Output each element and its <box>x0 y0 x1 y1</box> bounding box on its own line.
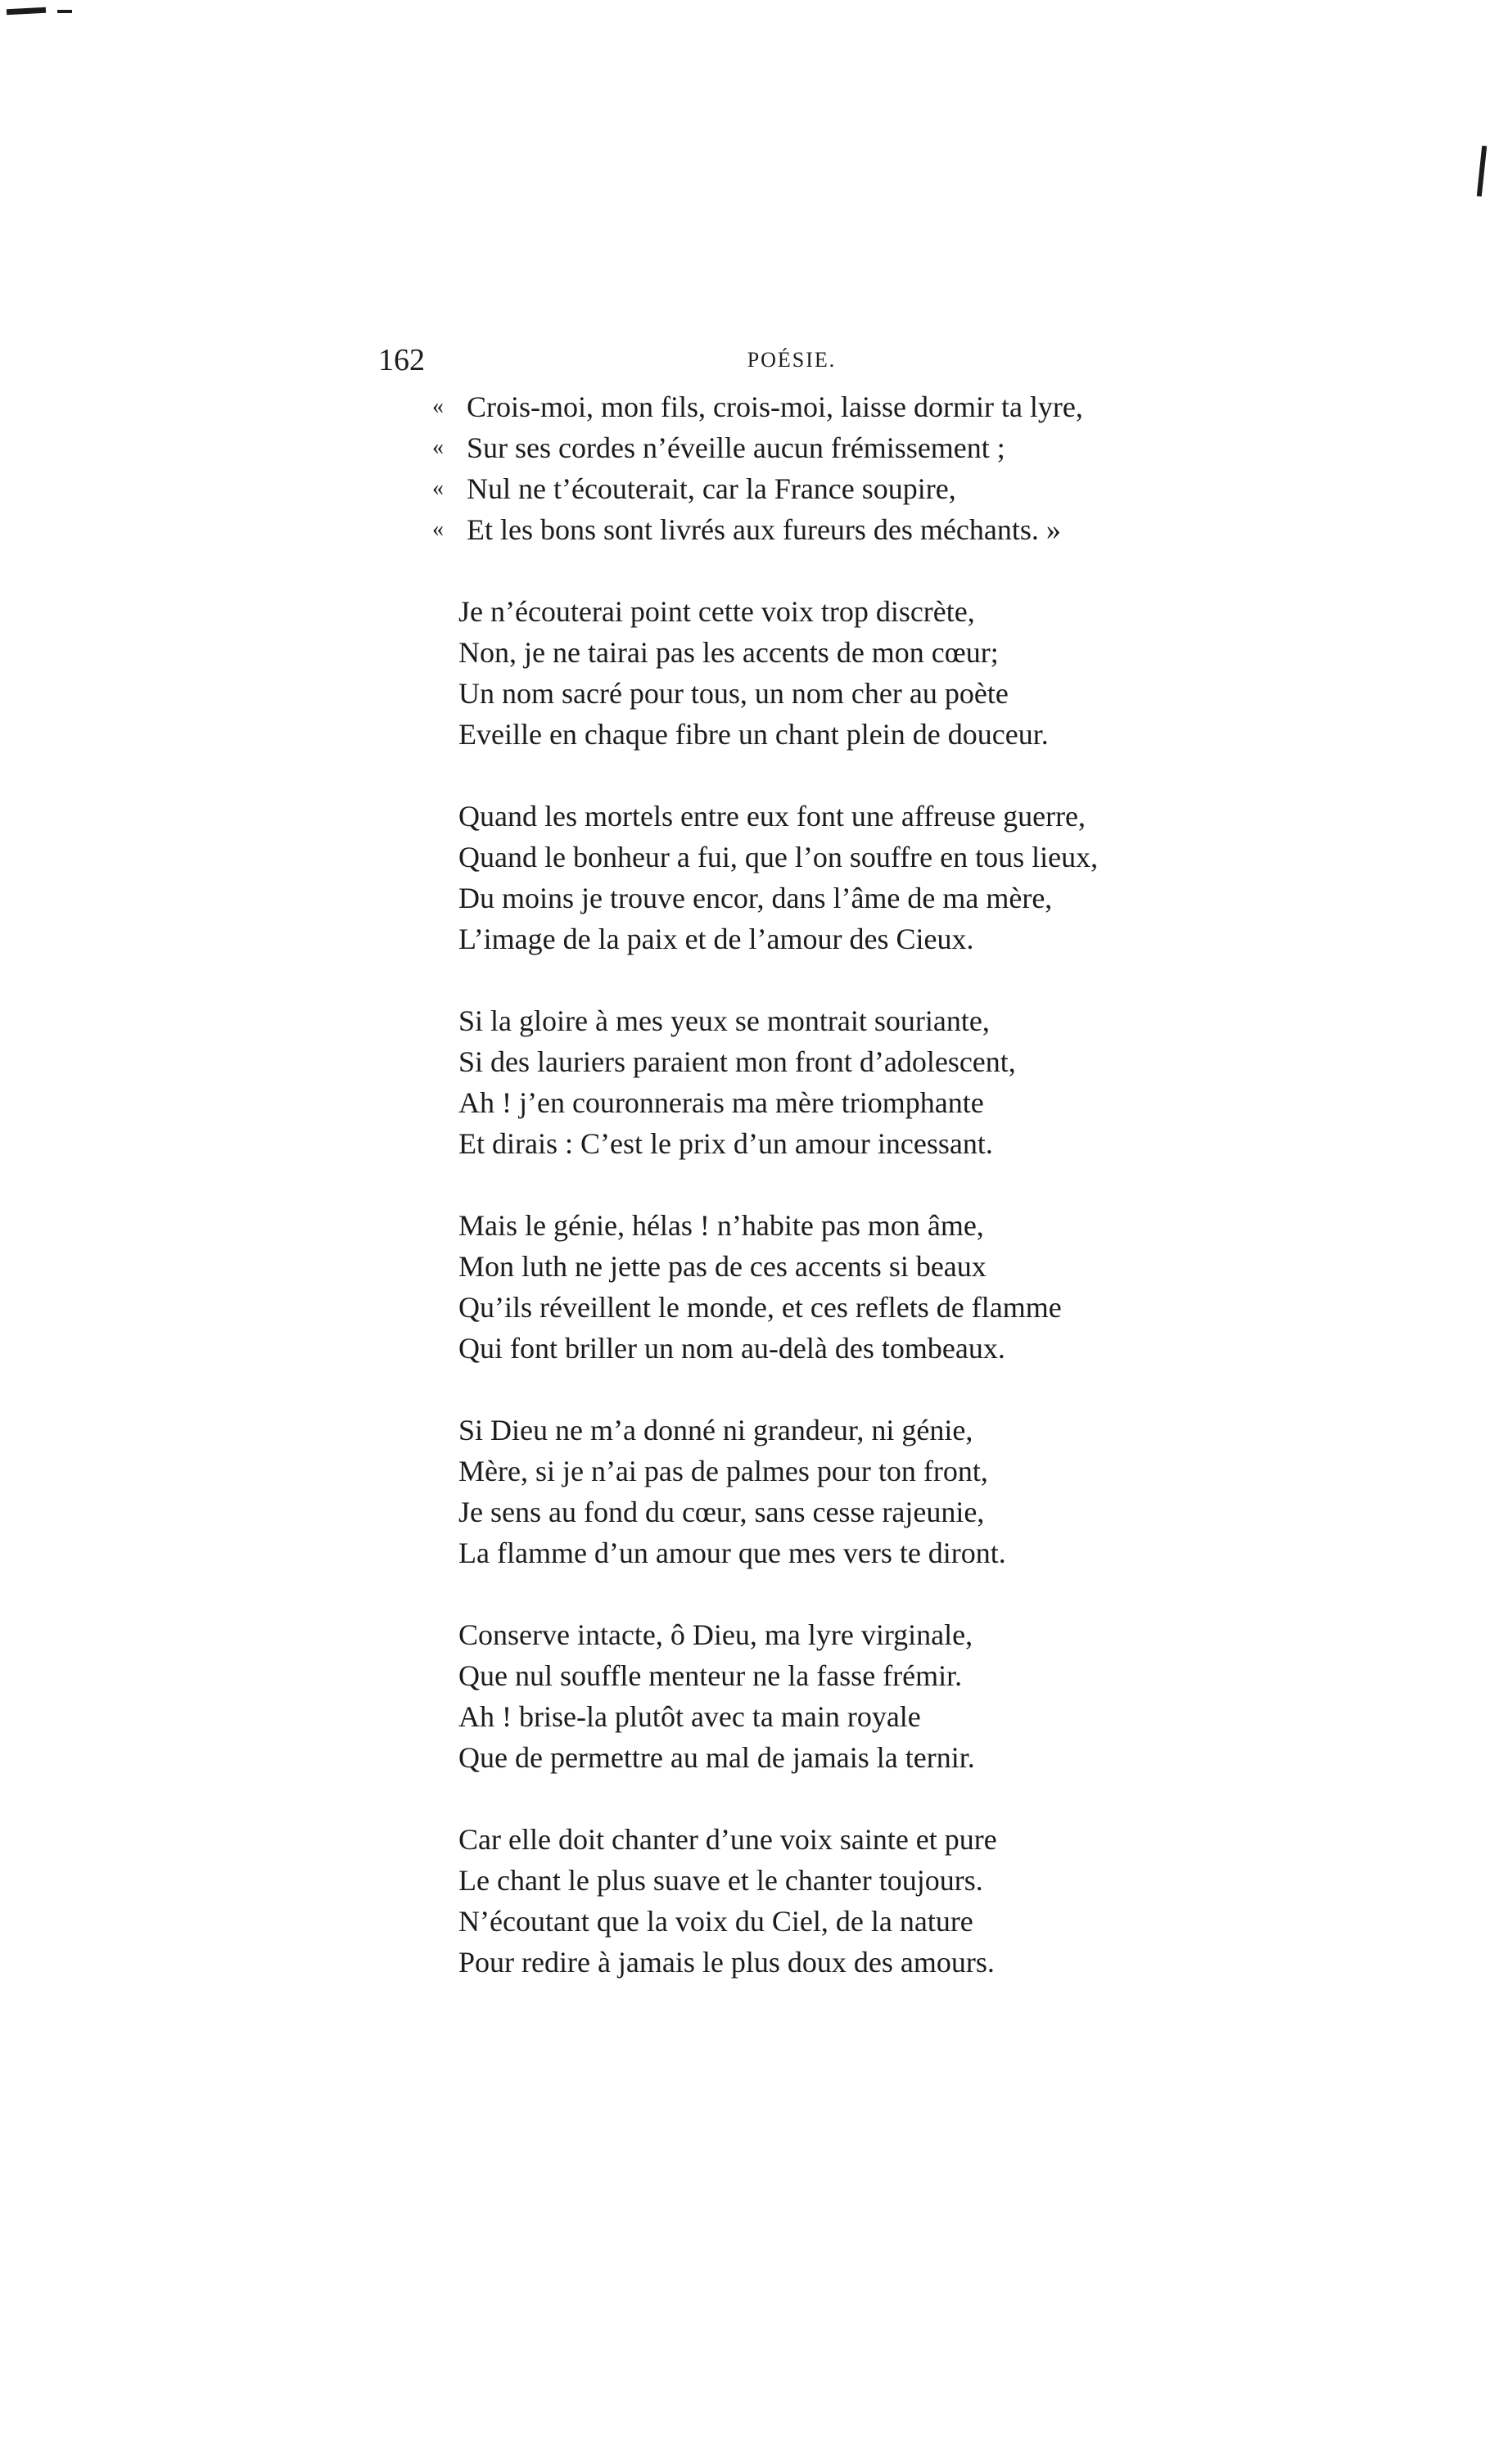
verse-line: Eveille en chaque fibre un chant plein de douceur. <box>458 718 1049 751</box>
verse-line: « Sur ses cordes n’éveille aucun frémissement ; <box>458 427 1261 468</box>
verse-line: Que de permettre au mal de jamais la ternir. <box>458 1741 975 1774</box>
verse-line: Mais le génie, hélas ! n’habite pas mon âme, <box>458 1209 984 1242</box>
verse-line: Je n’écouterai point cette voix trop discrète, <box>458 595 975 628</box>
verse-line: « Crois-moi, mon fils, crois-moi, laisse dormir ta lyre, <box>458 386 1261 427</box>
scan-artifact-mark <box>1477 146 1487 196</box>
page-number: 162 <box>378 343 425 377</box>
verse-line: Mère, si je n’ai pas de palmes pour ton front, <box>458 1455 988 1487</box>
verse-line: Quand les mortels entre eux font une affreuse guerre, <box>458 800 1086 833</box>
verse-line: Ah ! brise-la plutôt avec ta main royale <box>458 1700 921 1733</box>
page-header <box>378 336 1205 385</box>
scan-artifact-mark <box>7 7 46 16</box>
poem <box>432 386 1261 2024</box>
verse-line: Qu’ils réveillent le monde, et ces reflets de flamme <box>458 1291 1062 1324</box>
verse-line: Ah ! j’en couronnerais ma mère triomphante <box>458 1086 984 1119</box>
verse-line: Et dirais : C’est le prix d’un amour incessant. <box>458 1127 993 1160</box>
stanza-1 <box>432 386 1261 550</box>
verse-line: Si la gloire à mes yeux se montrait souriante, <box>458 1004 990 1037</box>
quote-mark: « <box>432 394 444 419</box>
stanza-3 <box>458 796 1261 959</box>
quote-mark: « <box>432 517 444 542</box>
verse-line: Je sens au fond du cœur, sans cesse rajeunie, <box>458 1496 985 1528</box>
quote-mark: « <box>432 476 444 501</box>
verse-line: Si des lauriers paraient mon front d’adolescent, <box>458 1045 1016 1078</box>
stanza-2 <box>458 591 1261 755</box>
verse-line: Qui font briller un nom au-delà des tombeaux. <box>458 1332 1005 1365</box>
stanza-7 <box>458 1614 1261 1778</box>
verse-line: N’écoutant que la voix du Ciel, de la nature <box>458 1905 973 1938</box>
running-head: POÉSIE. <box>747 348 837 372</box>
verse-line: Du moins je trouve encor, dans l’âme de ma mère, <box>458 882 1053 914</box>
verse-line: Car elle doit chanter d’une voix sainte et pure <box>458 1823 997 1856</box>
stanza-4 <box>458 1000 1261 1164</box>
verse-line: Quand le bonheur a fui, que l’on souffre en tous lieux, <box>458 841 1099 873</box>
verse-line: « Et les bons sont livrés aux fureurs des méchants. » <box>458 509 1261 550</box>
verse-line: Conserve intacte, ô Dieu, ma lyre virginale, <box>458 1618 973 1651</box>
verse-line: Un nom sacré pour tous, un nom cher au poète <box>458 677 1009 710</box>
stanza-8 <box>458 1819 1261 1983</box>
verse-line: L’image de la paix et de l’amour des Cieux. <box>458 923 974 955</box>
stanza-6 <box>458 1410 1261 1573</box>
verse-line: Si Dieu ne m’a donné ni grandeur, ni génie, <box>458 1414 973 1446</box>
verse-line: Non, je ne tairai pas les accents de mon cœur; <box>458 636 999 669</box>
verse-line: Pour redire à jamais le plus doux des amours. <box>458 1946 995 1979</box>
verse-line: Le chant le plus suave et le chanter toujours. <box>458 1864 983 1897</box>
verse-line: « Nul ne t’écouterait, car la France soupire, <box>458 468 1261 509</box>
verse-line: La flamme d’un amour que mes vers te diront. <box>458 1537 1006 1569</box>
stanza-5 <box>458 1205 1261 1369</box>
scan-artifact-mark <box>57 10 72 13</box>
verse-line: Que nul souffle menteur ne la fasse frémir. <box>458 1659 963 1692</box>
verse-line: Mon luth ne jette pas de ces accents si beaux <box>458 1250 987 1283</box>
quote-mark: « <box>432 435 444 460</box>
